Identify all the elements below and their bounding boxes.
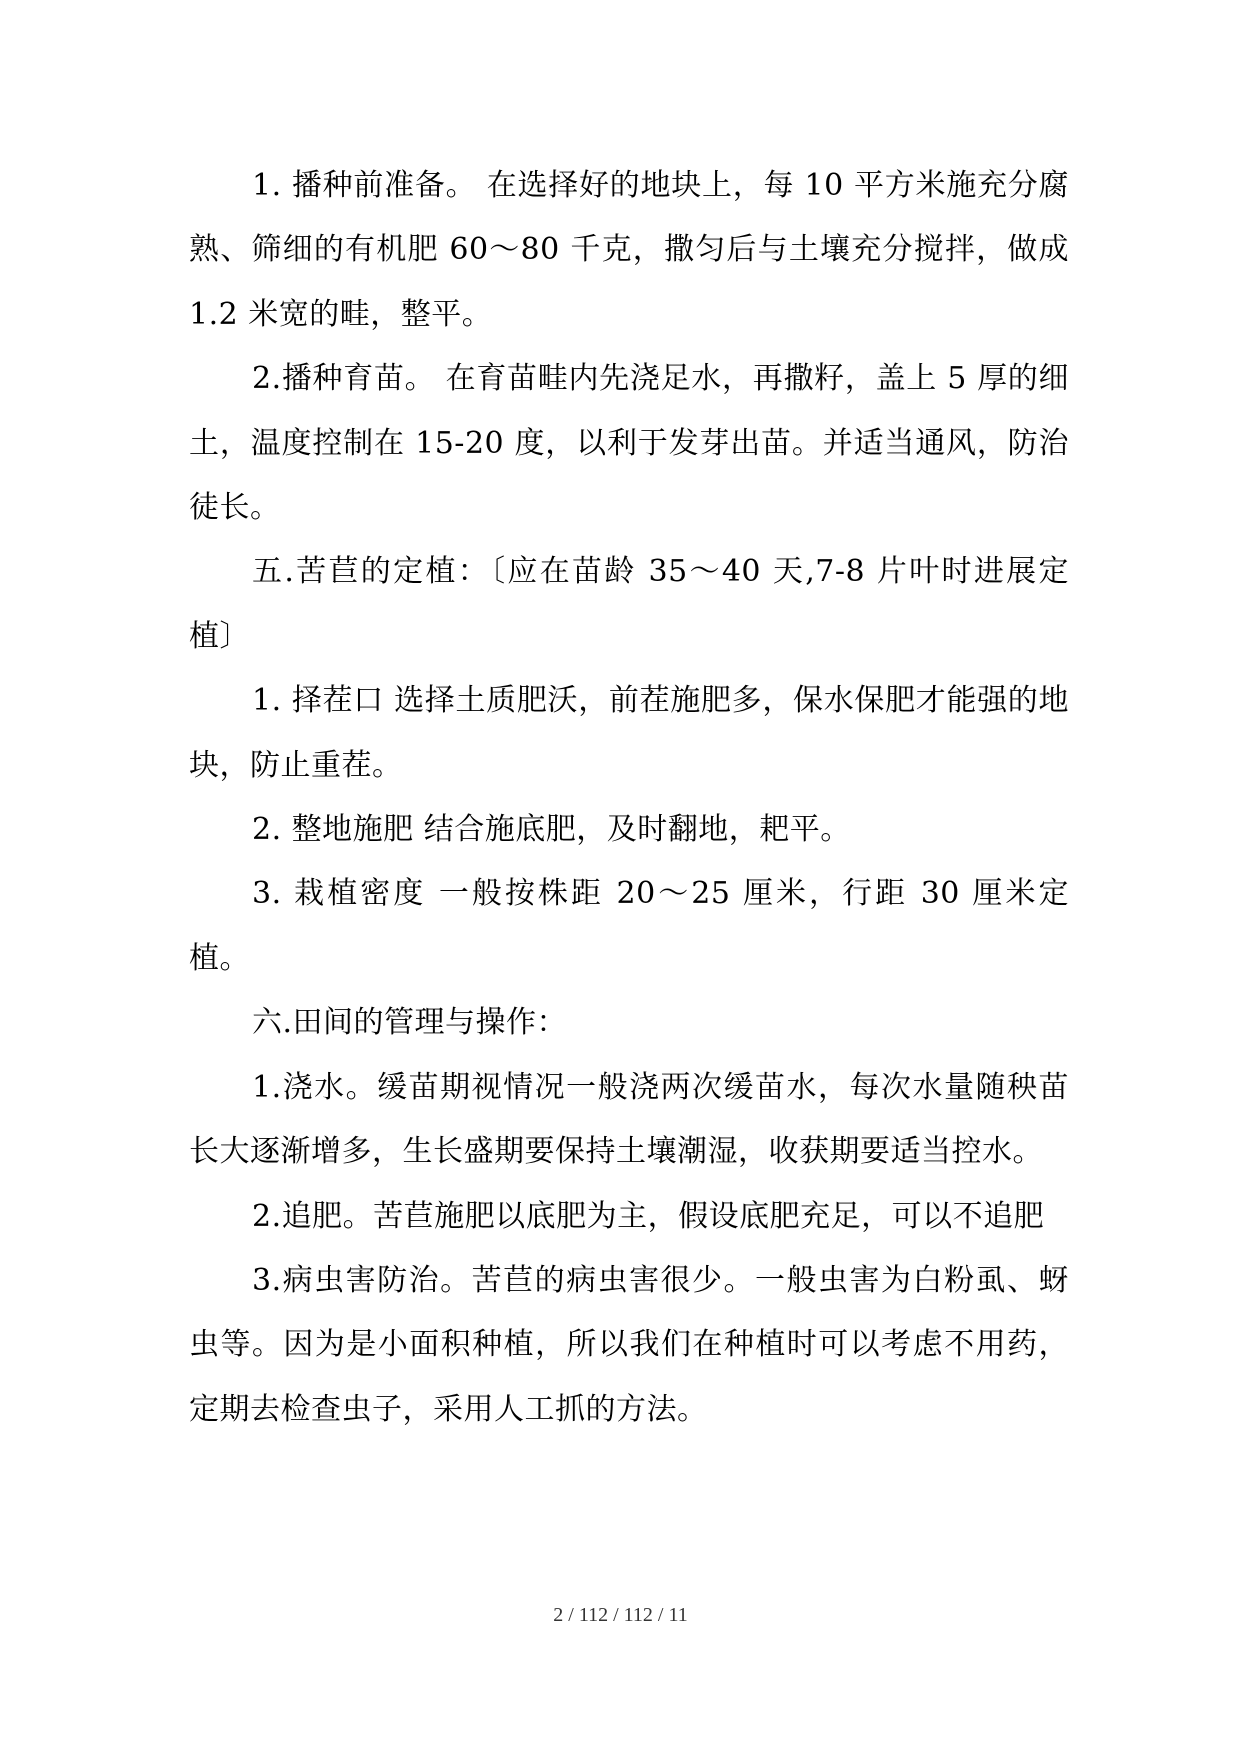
paragraph-sowing-prep: 1. 播种前准备。 在选择好的地块上，每 10 平方米施充分腐熟、筛细的有机肥 60～80 千克，撒匀后与土壤充分搅拌，做成 1.2 米宽的畦，整平。 bbox=[189, 168, 1069, 332]
paragraph-crop-rotation: 1. 择茬口 选择土质肥沃，前茬施肥多，保水保肥才能强的地块，防止重茬。 bbox=[189, 683, 1069, 783]
document-body bbox=[189, 154, 1069, 1442]
paragraph-watering: 1.浇水。缓苗期视情况一般浇两次缓苗水，每次水量随秧苗长大逐渐增多，生长盛期要保持土壤潮湿，收获期要适当控水。 bbox=[189, 1069, 1069, 1170]
section-heading-transplanting: 五.苦苣的定植：〔应在苗龄 35～40 天,7-8 片叶时进展定植〕 bbox=[189, 554, 1069, 654]
section-heading-field-management: 六.田间的管理与操作： bbox=[252, 1005, 568, 1041]
page-number-footer: 2 / 112 / 112 / 11 bbox=[553, 1604, 688, 1626]
paragraph-top-dressing: 2.追肥。苦苣施肥以底肥为主，假设底肥充足，可以不追肥 bbox=[252, 1198, 1045, 1234]
paragraph-soil-fertilizing: 2. 整地施肥 结合施底肥，及时翻地，耙平。 bbox=[252, 812, 851, 848]
paragraph-seedling-raising: 2.播种育苗。 在育苗畦内先浇足水，再撒籽，盖上 5 厚的细土，温度控制在 15-20 度，以利于发芽出苗。并适当通风，防治徒长。 bbox=[189, 361, 1069, 526]
paragraph-planting-density: 3. 栽植密度 一般按株距 20～25 厘米，行距 30 厘米定植。 bbox=[189, 876, 1069, 976]
paragraph-pest-control: 3.病虫害防治。苦苣的病虫害很少。一般虫害为白粉虱、蚜虫等。因为是小面积种植，所以我们在种植时可以考虑不用药，定期去检查虫子，采用人工抓的方法。 bbox=[189, 1262, 1069, 1427]
